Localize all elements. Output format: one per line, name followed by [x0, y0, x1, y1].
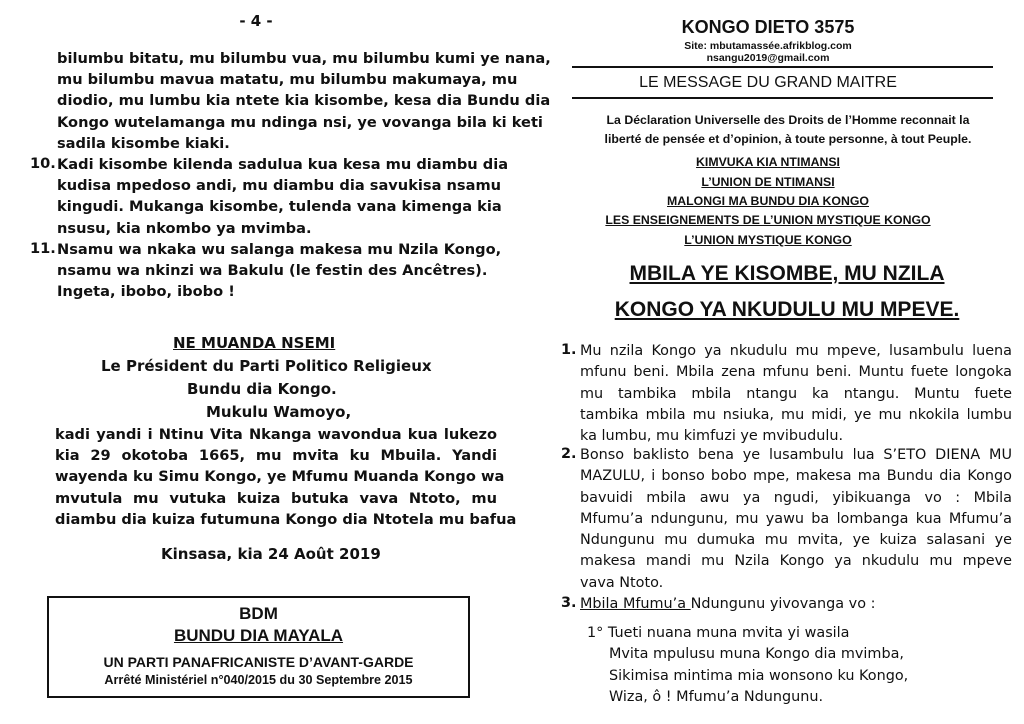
text-line: makesa mandi mu Nzila Kongo ya nkudulu mu mpeve [580, 553, 1012, 570]
signature-heading: NE MUANDA NSEMI [173, 334, 336, 352]
text-line: Ingeta, ibobo, ibobo ! [57, 283, 235, 301]
bdm-name: BUNDU DIA MAYALA [173, 626, 344, 645]
item-3-underlined: Mbila Mfumu’a [580, 596, 691, 612]
place-date: Kinsasa, kia 24 Août 2019 [161, 545, 381, 563]
item-3-line [580, 594, 1012, 615]
text-line: Mu nzila Kongo ya nkudulu mu mpeve, lusambulu luena [580, 343, 1012, 359]
intro-paragraph [57, 48, 551, 154]
text-line: bilumbu bitatu, mu bilumbu vua, mu bilumbu kumi ye nana, [57, 50, 551, 67]
bdm-box [47, 596, 470, 698]
divider-top [572, 66, 993, 68]
text-line: Nsamu wa nkaka wu salanga makesa mu Nzila Kongo, [57, 241, 502, 258]
link-union-ntimansi[interactable]: L’UNION DE NTIMANSI [701, 175, 835, 189]
song-line: Sikimisa mintima mia wonsono ku Kongo, [609, 667, 909, 684]
email-address: nsangu2019@gmail.com [706, 52, 830, 64]
text-line: bavuidi mbila awu ya ngudi, yibikuanga vo : Mbila [580, 489, 1012, 506]
text-line: kadi yandi i Ntinu Vita Nkanga wavondua kua lukezo [55, 426, 497, 443]
section-title: LE MESSAGE DU GRAND MAITRE [639, 74, 897, 91]
song-line: Mvita mpulusu muna Kongo dia mvimba, [609, 646, 904, 663]
text-line: mu bilumbu mavua matatu, mu bilumbu makumaya, mu [57, 71, 518, 89]
main-title-line2: KONGO YA NKUDULU MU MPEVE. [614, 298, 960, 321]
text-line: nsusu, kia nkombo ya mvimba. [57, 219, 312, 237]
song-line: Wiza, ô ! Mfumu’a Ndungunu. [609, 688, 824, 705]
item-number: 10. [30, 155, 56, 172]
item-2-paragraph [580, 445, 1012, 594]
text-line: tambika mbila mu nsiuka, mu midi, ye mu nkokila lumbu [580, 406, 1012, 423]
signature-party: Bundu dia Kongo. [187, 380, 337, 398]
text-line: kingudi. Mukanga kisombe, tulenda vana kimenga kia [57, 198, 502, 216]
song-verse [587, 623, 1007, 708]
text-line: kia 29 okotoba 1665, mu mvita ku Mbuila. Yandi [55, 447, 497, 465]
text-line: mu tambika mbila ntangu ka ntangu. Muntu fuete [580, 385, 1012, 402]
bdm-acronym: BDM [239, 604, 278, 623]
site-address: Site: mbutamassée.afrikblog.com [684, 40, 852, 52]
text-line: diodio, mu lumbu kia ntete kia kisombe, kesa dia Bundu dia [57, 92, 551, 110]
text-line: diambu dia kuiza futumuna Kongo dia Ntotela mu bafua [55, 510, 517, 528]
text-line: vava Ntoto. [580, 574, 664, 591]
signature-body [55, 424, 517, 530]
bdm-tagline: UN PARTI PANAFRICANISTE D’AVANT-GARDE [103, 654, 414, 670]
item-number: 3. [561, 595, 577, 611]
item-3-rest: Ndungunu yivovanga vo : [690, 596, 876, 612]
text-line: Ndungunu mu dumuka mu mvita, ye kuiza salasani ye [580, 532, 1012, 549]
text-line: ka lumbu, mu kimfuzi ye mvibudulu. [580, 428, 844, 445]
main-title-line1: MBILA YE KISOMBE, MU NZILA [629, 262, 945, 285]
item-10-paragraph [57, 154, 509, 239]
text-line: wayenda ku Simu Kongo, ye Mfumu Muanda Kongo wa [55, 468, 505, 486]
text-line: Kadi kisombe kilenda sadulua kua kesa mu diambu dia [57, 156, 509, 173]
declaration-line: liberté de pensée et d’opinion, à toute personne, à tout Peuple. [604, 132, 972, 146]
text-line: Kongo wutelamanga mu ndinga nsi, ye vovanga bila ki keti [57, 113, 543, 131]
bdm-decree: Arrêté Ministériel n°040/2015 du 30 Septembre 2015 [104, 673, 413, 687]
newsletter-title: KONGO DIETO 3575 [681, 17, 855, 37]
link-union-mystique[interactable]: L’UNION MYSTIQUE KONGO [684, 233, 852, 247]
signature-title: Le Président du Parti Politico Religieux [101, 357, 432, 375]
text-line: sadila kisombe kiaki. [57, 134, 230, 152]
item-number: 1. [561, 342, 577, 358]
text-line: nsamu wa nkinzi wa Bakulu (le festin des Ancêtres). [57, 262, 488, 280]
item-11-paragraph [57, 239, 502, 303]
item-number: 11. [30, 240, 56, 257]
link-malongi[interactable]: MALONGI MA BUNDU DIA KONGO [667, 194, 869, 208]
item-3-paragraph [580, 594, 1012, 615]
link-enseignements[interactable]: LES ENSEIGNEMENTS DE L’UNION MYSTIQUE KONGO [605, 213, 931, 227]
signature-name: Mukulu Wamoyo, [206, 403, 352, 421]
text-line: Mfumu’a ndungunu, mu yawu ba lombanga kua Mfumu’a [580, 510, 1012, 527]
text-line: kudisa mpedoso andi, mu diambu dia savukisa nsamu [57, 177, 502, 195]
item-number: 2. [561, 446, 577, 462]
divider-bottom [572, 97, 993, 99]
text-line: mfunu beni. Mbila zena mfunu beni. Muntu fuete longoka [580, 364, 1012, 381]
declaration-line: La Déclaration Universelle des Droits de l’Homme reconnait la [606, 113, 970, 127]
text-line: Bonso baklisto bena ye lusambulu lua S’ETO DIENA MU [580, 447, 1012, 463]
text-line: mvutula mu vutuka kuiza butuka vava Ntoto, mu [55, 489, 497, 507]
page-number: - 4 - [239, 12, 273, 30]
item-1-paragraph [580, 341, 1012, 447]
song-line: 1° Tueti nuana muna mvita yi wasila [587, 625, 850, 641]
link-kimvuka[interactable]: KIMVUKA KIA NTIMANSI [696, 155, 840, 169]
text-line: MAZULU, i bonso bobo mpe, makesa ma Bundu dia Kongo [580, 468, 1012, 485]
